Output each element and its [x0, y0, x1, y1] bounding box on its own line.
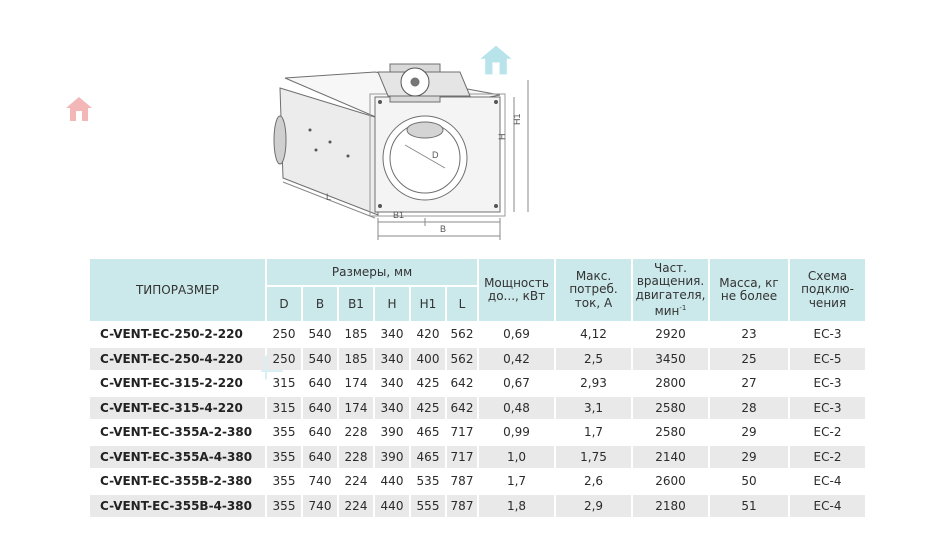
- dimension-label-B1: B1: [393, 210, 405, 220]
- dim-L-cell: 642: [447, 372, 477, 395]
- current-cell: 2,93: [556, 372, 631, 395]
- power-cell: 1,0: [479, 446, 554, 469]
- scheme-cell: EC-4: [790, 470, 865, 493]
- model-cell: C-VENT-EC-250-2-220: [90, 323, 265, 346]
- dim-B-cell: 640: [303, 397, 337, 420]
- house-icon: [478, 43, 514, 77]
- model-cell: C-VENT-EC-355B-2-380: [90, 470, 265, 493]
- current-cell: 1,75: [556, 446, 631, 469]
- dim-L-cell: 562: [447, 323, 477, 346]
- dim-L-cell: 787: [447, 470, 477, 493]
- spec-table: [88, 257, 867, 519]
- dim-H-cell: 390: [375, 421, 409, 444]
- dimension-label-H1: H1: [512, 113, 522, 125]
- table-row: [90, 421, 865, 444]
- speed-cell: 2580: [633, 421, 708, 444]
- dim-B1-cell: 228: [339, 421, 373, 444]
- dimension-label-L: L: [326, 192, 332, 202]
- mass-cell: 29: [710, 446, 788, 469]
- dim-L-cell: 642: [447, 397, 477, 420]
- dimension-label-B: B: [440, 224, 447, 234]
- header-speed: Част. вращения. двигателя, мин$^{-1}$: [633, 259, 708, 321]
- dim-L-cell: 717: [447, 421, 477, 444]
- mass-cell: 29: [710, 421, 788, 444]
- dim-H-cell: 340: [375, 348, 409, 371]
- header-dim-B: B: [303, 287, 337, 321]
- current-cell: 4,12: [556, 323, 631, 346]
- dim-H1-cell: 420: [411, 323, 445, 346]
- dim-B-cell: 640: [303, 421, 337, 444]
- dim-H1-cell: 425: [411, 372, 445, 395]
- dim-B-cell: 540: [303, 348, 337, 371]
- speed-cell: 3450: [633, 348, 708, 371]
- dim-H-cell: 440: [375, 495, 409, 518]
- power-cell: 0,48: [479, 397, 554, 420]
- dim-L-cell: 787: [447, 495, 477, 518]
- dim-B1-cell: 174: [339, 397, 373, 420]
- mass-cell: 50: [710, 470, 788, 493]
- model-cell: C-VENT-EC-250-4-220: [90, 348, 265, 371]
- header-model: ТИПОРАЗМЕР: [90, 259, 265, 321]
- table-row: [90, 397, 865, 420]
- speed-cell: 2800: [633, 372, 708, 395]
- dim-H-cell: 390: [375, 446, 409, 469]
- scheme-cell: EC-4: [790, 495, 865, 518]
- house-icon: [64, 95, 94, 123]
- table-row: [90, 495, 865, 518]
- current-cell: 1,7: [556, 421, 631, 444]
- current-cell: 2,5: [556, 348, 631, 371]
- speed-cell: 2920: [633, 323, 708, 346]
- dim-D-cell: 315: [267, 372, 301, 395]
- dim-D-cell: 315: [267, 397, 301, 420]
- dim-B-cell: 640: [303, 446, 337, 469]
- header-power: Мощность до..., кВт: [479, 259, 554, 321]
- dim-H1-cell: 465: [411, 446, 445, 469]
- scheme-cell: EC-2: [790, 446, 865, 469]
- dim-H1-cell: 400: [411, 348, 445, 371]
- dim-B1-cell: 228: [339, 446, 373, 469]
- dim-H1-cell: 465: [411, 421, 445, 444]
- header-dim-H: H: [375, 287, 409, 321]
- dimension-label-H: H: [497, 133, 507, 140]
- table-row: [90, 323, 865, 346]
- header-current: Макс. потреб. ток, А: [556, 259, 631, 321]
- dim-H1-cell: 535: [411, 470, 445, 493]
- header-mass: Масса, кг не более: [710, 259, 788, 321]
- speed-cell: 2180: [633, 495, 708, 518]
- header-dim-L: L: [447, 287, 477, 321]
- mass-cell: 25: [710, 348, 788, 371]
- dim-B1-cell: 174: [339, 372, 373, 395]
- mass-cell: 27: [710, 372, 788, 395]
- mass-cell: 23: [710, 323, 788, 346]
- header-dim-B1: B1: [339, 287, 373, 321]
- scheme-cell: EC-3: [790, 397, 865, 420]
- current-cell: 2,6: [556, 470, 631, 493]
- power-cell: 1,7: [479, 470, 554, 493]
- dim-B1-cell: 224: [339, 495, 373, 518]
- header-dim-H1: H1: [411, 287, 445, 321]
- dim-B1-cell: 185: [339, 348, 373, 371]
- dim-H-cell: 340: [375, 323, 409, 346]
- dim-D-cell: 355: [267, 421, 301, 444]
- table-row: [90, 446, 865, 469]
- dim-H1-cell: 555: [411, 495, 445, 518]
- model-cell: C-VENT-EC-315-2-220: [90, 372, 265, 395]
- model-cell: C-VENT-EC-355A-4-380: [90, 446, 265, 469]
- scheme-cell: EC-3: [790, 372, 865, 395]
- table-row: [90, 470, 865, 493]
- current-cell: 2,9: [556, 495, 631, 518]
- dim-B-cell: 640: [303, 372, 337, 395]
- dim-B1-cell: 185: [339, 323, 373, 346]
- dim-D-cell: 355: [267, 446, 301, 469]
- model-cell: C-VENT-EC-315-4-220: [90, 397, 265, 420]
- dim-H-cell: 340: [375, 397, 409, 420]
- power-cell: 0,99: [479, 421, 554, 444]
- scheme-cell: EC-2: [790, 421, 865, 444]
- power-cell: 1,8: [479, 495, 554, 518]
- dim-D-cell: 250: [267, 348, 301, 371]
- power-cell: 0,69: [479, 323, 554, 346]
- dim-L-cell: 717: [447, 446, 477, 469]
- dim-D-cell: 250: [267, 323, 301, 346]
- current-cell: 3,1: [556, 397, 631, 420]
- scheme-cell: EC-3: [790, 323, 865, 346]
- dim-B-cell: 740: [303, 470, 337, 493]
- dim-B-cell: 540: [303, 323, 337, 346]
- dim-H1-cell: 425: [411, 397, 445, 420]
- header-scheme: Схема подклю-чения: [790, 259, 865, 321]
- dim-D-cell: 355: [267, 470, 301, 493]
- fan-technical-drawing: [0, 0, 945, 250]
- scheme-cell: EC-5: [790, 348, 865, 371]
- dim-L-cell: 562: [447, 348, 477, 371]
- dimension-label-D: D: [432, 150, 439, 160]
- header-dim-D: D: [267, 287, 301, 321]
- model-cell: C-VENT-EC-355B-4-380: [90, 495, 265, 518]
- model-cell: C-VENT-EC-355A-2-380: [90, 421, 265, 444]
- header-dimensions: Размеры, мм: [267, 259, 477, 285]
- dim-H-cell: 340: [375, 372, 409, 395]
- speed-cell: 2140: [633, 446, 708, 469]
- mass-cell: 28: [710, 397, 788, 420]
- dim-B1-cell: 224: [339, 470, 373, 493]
- speed-cell: 2600: [633, 470, 708, 493]
- power-cell: 0,42: [479, 348, 554, 371]
- speed-cell: 2580: [633, 397, 708, 420]
- table-row: [90, 372, 865, 395]
- table-row: [90, 348, 865, 371]
- dim-H-cell: 440: [375, 470, 409, 493]
- dim-B-cell: 740: [303, 495, 337, 518]
- dim-D-cell: 355: [267, 495, 301, 518]
- mass-cell: 51: [710, 495, 788, 518]
- power-cell: 0,67: [479, 372, 554, 395]
